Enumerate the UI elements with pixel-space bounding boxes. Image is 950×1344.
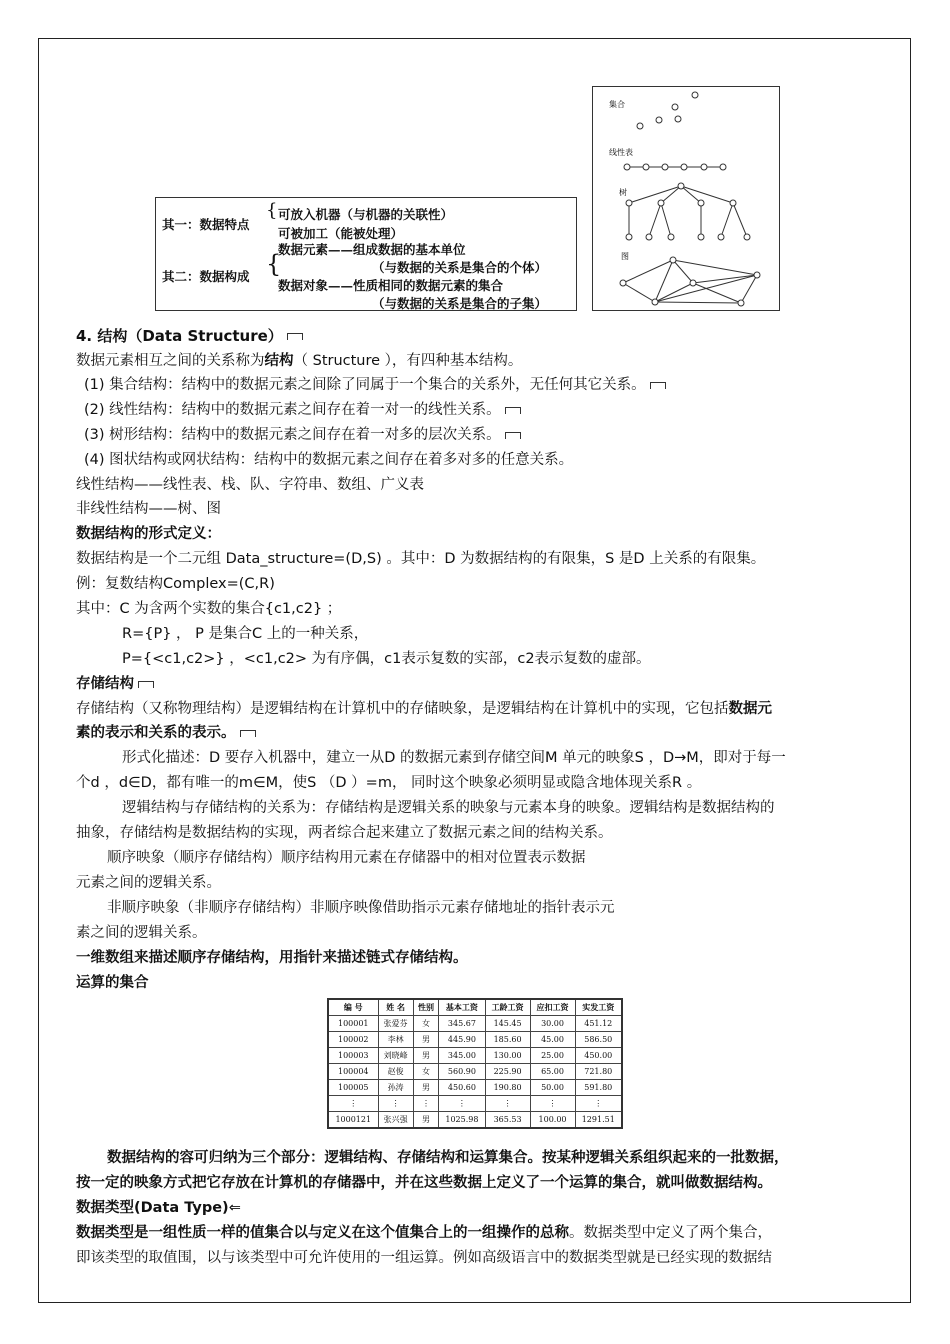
table-cell: 145.45 (485, 1016, 530, 1032)
set-label: 集合 (609, 100, 625, 109)
para-mark (240, 730, 256, 737)
def-line-2: 例：复数结构Complex=(C,R) (76, 576, 275, 592)
table-cell: 1025.98 (439, 1112, 485, 1129)
feature-label-2: 其二：数据构成 (162, 269, 250, 284)
item-4: (4) 图状结构或网状结构：结构中的数据元素之间存在着多对多的任意关系。 (84, 452, 574, 468)
feature-obj: 数据对象——性质相同的数据元素的集合 (278, 278, 504, 293)
table-cell: 男 (413, 1048, 439, 1064)
datatype-heading: 数据类型(Data Type)⇐ (76, 1200, 241, 1216)
table-cell: 100001 (328, 1016, 378, 1032)
summary-line-1: 数据结构的容可归纳为三个部分：逻辑结构、存储结构和运算集合。按某种逻辑关系组织起来的一批数据， (107, 1150, 789, 1166)
table-cell: 编 号 (328, 999, 378, 1016)
graph-nodes (620, 257, 760, 306)
para-text-2: （ Structure ），有四种基本结构。 (293, 353, 523, 369)
table-cell: 男 (413, 1032, 439, 1048)
table-row (328, 1016, 622, 1032)
para-mark (505, 432, 521, 439)
data-features-box (155, 197, 577, 311)
para-mark (650, 382, 666, 389)
table-row (328, 1048, 622, 1064)
table-cell: 591.80 (575, 1080, 622, 1096)
table-cell: 365.53 (485, 1112, 530, 1129)
table-cell: 孙涛 (378, 1080, 413, 1096)
table-cell: 1291.51 (575, 1112, 622, 1129)
storage-heading (76, 675, 154, 693)
storage-para-2b: 个d ，d∈D，都有唯一的m∈M，使S （D ）=m， 同时这个映象必须明显或隐含地体现关系R 。 (76, 775, 702, 791)
structures-svg (593, 87, 779, 310)
table-cell: 560.90 (439, 1064, 485, 1080)
table-row (328, 1096, 622, 1112)
linear-list: 线性结构——线性表、栈、队、字符串、数组、广义表 (76, 477, 424, 493)
feature-elem: 数据元素——组成数据的基本单位 (278, 242, 466, 257)
def-line-5: P={<c1,c2>} ，<c1,c2> 为有序偶，c1表示复数的实部，c2表示复数的虚部。 (122, 651, 651, 667)
para-structure (76, 352, 522, 370)
table-cell: 李林 (378, 1032, 413, 1048)
storage-para-3a: 逻辑结构与存储结构的关系为：存储结构是逻辑关系的映象与元素本身的映象。逻辑结构是数据结构的 (122, 800, 775, 816)
item-1 (84, 376, 666, 394)
feature-1b: 可被加工（能被处理） (278, 226, 404, 241)
table-cell: 刘晓峰 (378, 1048, 413, 1064)
feature-elem-note: （与数据的关系是集合的个体） (372, 260, 548, 275)
set-nodes (637, 92, 698, 129)
table-cell: 赵俊 (378, 1064, 413, 1080)
para-bold: 素的表示和关系的表示。 (76, 725, 236, 741)
datatype-para-1 (76, 1224, 772, 1242)
tree-label: 树 (619, 188, 627, 197)
table-cell: 实发工资 (575, 999, 622, 1016)
table-cell: 721.80 (575, 1064, 622, 1080)
table-cell: 130.00 (485, 1048, 530, 1064)
para-mark (138, 681, 154, 688)
table-row (328, 1064, 622, 1080)
table-cell: 185.60 (485, 1032, 530, 1048)
para-mark (287, 333, 303, 340)
item-text: (1) 集合结构：结构中的数据元素之间除了同属于一个集合的关系外，无任何其它关系。 (84, 377, 646, 393)
table-cell: 190.80 (485, 1080, 530, 1096)
table-row (328, 1112, 622, 1129)
table-cell: 张爱芬 (378, 1016, 413, 1032)
storage-summary: 一维数组来描述顺序存储结构，用指针来描述链式存储结构。 (76, 950, 468, 966)
table-cell: 25.00 (530, 1048, 575, 1064)
table-cell: 450.00 (575, 1048, 622, 1064)
para-text: 数据元素相互之间的关系称为 (76, 353, 265, 369)
table-cell: 445.90 (439, 1032, 485, 1048)
table-cell: 30.00 (530, 1016, 575, 1032)
item-text: (3) 树形结构：结构中的数据元素之间存在着一对多的层次关系。 (84, 427, 501, 443)
graph-label: 图 (621, 252, 629, 261)
storage-para-2a: 形式化描述：D 要存入机器中，建立一从D 的数据元素到存储空间M 单元的映象S ，D→M，即对于每一 (122, 750, 786, 766)
para-bold: 数据类型是一组性质一样的值集合以与定义在这个值集合上的一组操作的总称 (76, 1225, 569, 1241)
storage-para-4a: 顺序映象（顺序存储结构）顺序结构用元素在存储器中的相对位置表示数据 (107, 850, 586, 866)
table-cell: 100.00 (530, 1112, 575, 1129)
linear-label: 线性表 (609, 148, 633, 157)
feature-obj-note: （与数据的关系是集合的子集） (372, 296, 548, 311)
table-cell: 225.90 (485, 1064, 530, 1080)
structures-diagram (592, 86, 780, 311)
table-cell: 男 (413, 1080, 439, 1096)
table-cell: 应扣工资 (530, 999, 575, 1016)
heading-text: 存储结构 (76, 676, 134, 692)
table-cell: 性别 (413, 999, 439, 1016)
summary-line-2: 按一定的映象方式把它存放在计算机的存储器中，并在这些数据上定义了一个运算的集合，就叫做数据结构。 (76, 1175, 772, 1191)
table-cell: 100005 (328, 1080, 378, 1096)
table-cell: 1000121 (328, 1112, 378, 1129)
def-heading: 数据结构的形式定义： (76, 526, 221, 542)
def-line-4: R={P} ， P 是集合C 上的一种关系， (122, 626, 369, 642)
section-heading-structure (76, 327, 303, 345)
table-cell: 586.50 (575, 1032, 622, 1048)
def-line-1: 数据结构是一个二元组 Data_structure=(D,S) 。其中：D 为数据结构的有限集，S 是D 上关系的有限集。 (76, 551, 766, 567)
storage-para-1 (76, 700, 772, 718)
storage-para-5b: 素之间的逻辑关系。 (76, 925, 207, 941)
table-cell: 女 (413, 1064, 439, 1080)
linear-nodes (624, 164, 726, 170)
table-header-row (328, 999, 622, 1016)
storage-para-3b: 抽象，存储结构是数据结构的实现，两者综合起来建立了数据元素之间的结构关系。 (76, 825, 613, 841)
storage-para-1b (76, 724, 256, 742)
para-bold: 数据元 (728, 701, 772, 717)
brace-1: { (266, 200, 278, 221)
feature-1a: 可放入机器（与机器的关联性） (278, 207, 454, 222)
table-cell: 45.00 (530, 1032, 575, 1048)
para-bold: 结构 (264, 353, 294, 369)
table-cell: 345.00 (439, 1048, 485, 1064)
nonlinear-list: 非线性结构——树、图 (76, 501, 221, 517)
table-cell: 男 (413, 1112, 439, 1129)
table-cell: ⋮ (328, 1096, 378, 1112)
table-cell: 100004 (328, 1064, 378, 1080)
def-line-3: 其中：C 为含两个实数的集合{c1,c2} ； (76, 601, 342, 617)
table-cell: 65.00 (530, 1064, 575, 1080)
table-cell: ⋮ (575, 1096, 622, 1112)
datatype-para-2: 即该类型的取值围，以与该类型中可允许使用的一组运算。例如高级语言中的数据类型就是已经实现的数据结 (76, 1250, 772, 1266)
table-cell: ⋮ (439, 1096, 485, 1112)
storage-para-5a: 非顺序映象（非顺序存储结构）非顺序映像借助指示元素存储地址的指针表示元 (107, 900, 615, 916)
table-cell: 张兴强 (378, 1112, 413, 1129)
para-text: 。数据类型中定义了两个集合， (569, 1225, 772, 1241)
table-cell: ⋮ (378, 1096, 413, 1112)
table-cell: 450.60 (439, 1080, 485, 1096)
table-cell: 100002 (328, 1032, 378, 1048)
brace-2: { (266, 250, 282, 278)
tree-nodes (626, 183, 750, 240)
table-cell: 姓 名 (378, 999, 413, 1016)
salary-table (327, 998, 623, 1129)
heading-text: 4. 结构（Data Structure） (76, 327, 283, 345)
table-cell: ⋮ (530, 1096, 575, 1112)
feature-label-1: 其一：数据特点 (162, 217, 250, 232)
table-cell: 基本工资 (439, 999, 485, 1016)
table-cell: 女 (413, 1016, 439, 1032)
table-cell: 345.67 (439, 1016, 485, 1032)
table-row (328, 1032, 622, 1048)
table-cell: 100003 (328, 1048, 378, 1064)
item-text: (2) 线性结构：结构中的数据元素之间存在着一对一的线性关系。 (84, 402, 501, 418)
para-mark (505, 407, 521, 414)
table-cell: 50.00 (530, 1080, 575, 1096)
heading-text: 数据类型(Data Type) (76, 1200, 229, 1216)
table-cell: ⋮ (485, 1096, 530, 1112)
table-cell: 451.12 (575, 1016, 622, 1032)
table-row (328, 1080, 622, 1096)
para-text: 存储结构（又称物理结构）是逻辑结构在计算机中的存储映象，是逻辑结构在计算机中的实现，它包括 (76, 701, 729, 717)
storage-para-4b: 元素之间的逻辑关系。 (76, 875, 221, 891)
item-3 (84, 426, 521, 444)
table-cell: ⋮ (413, 1096, 439, 1112)
table-cell: 工龄工资 (485, 999, 530, 1016)
item-2 (84, 401, 521, 419)
ops-heading: 运算的集合 (76, 975, 149, 991)
